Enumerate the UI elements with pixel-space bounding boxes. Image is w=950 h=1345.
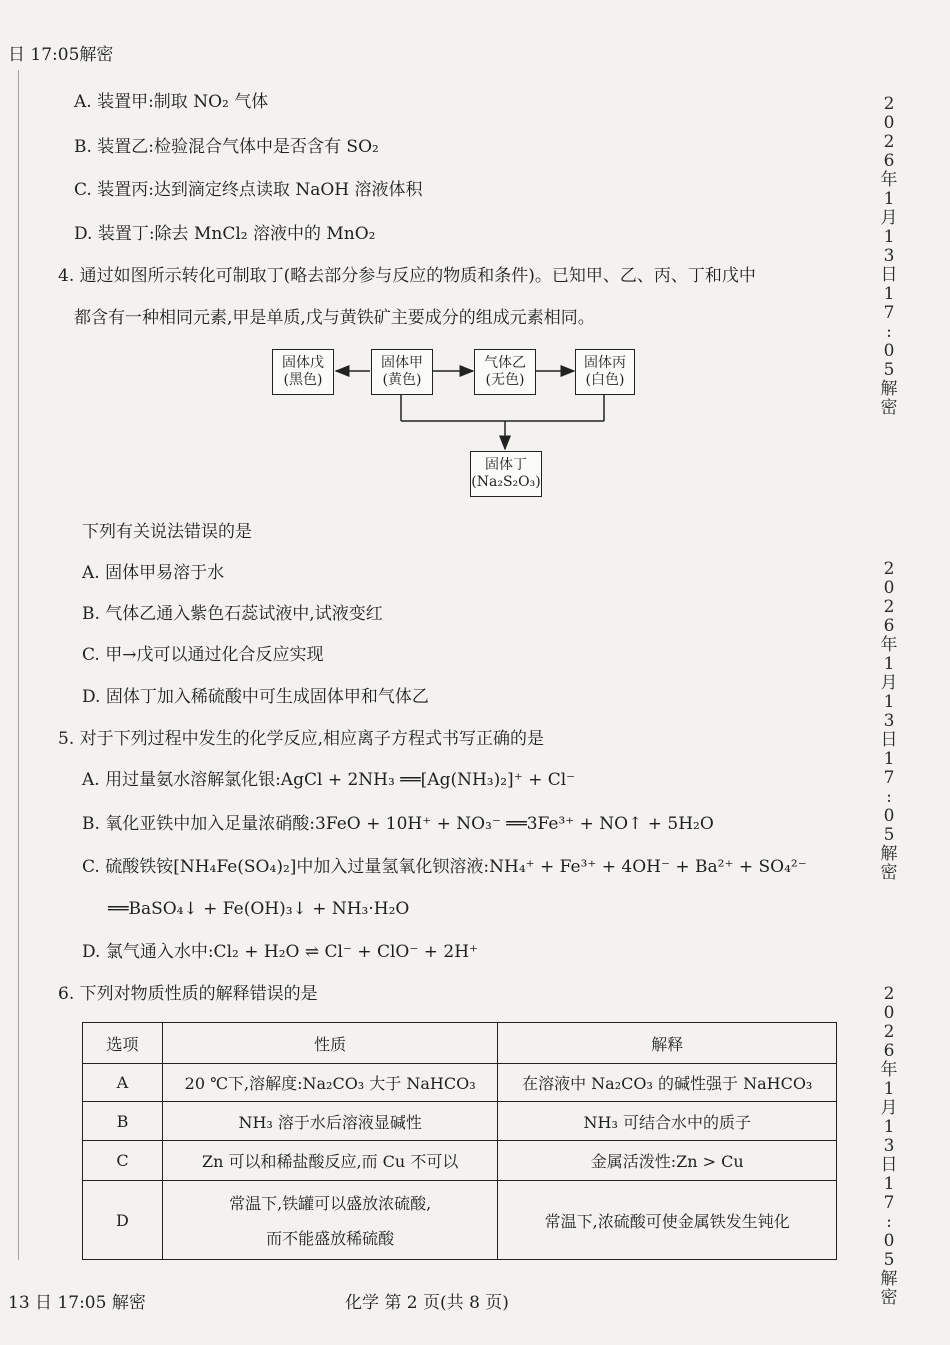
q5-option-b: B. 氧化亚铁中加入足量浓硝酸:3FeO + 10H⁺ + NO₃⁻ ══3Fe³⁺ + NO↑ + 5H₂O xyxy=(82,814,714,834)
stamp-char: 7 xyxy=(883,1193,895,1213)
right-margin-stamp-2 xyxy=(876,560,902,883)
stamp-char: 5 xyxy=(883,825,895,845)
row-d-option: D xyxy=(83,1181,163,1260)
stamp-char: 1 xyxy=(883,692,895,712)
right-margin-stamp-3 xyxy=(876,985,902,1308)
box-solid-wu xyxy=(272,349,334,395)
box-jia-name: 固体甲 xyxy=(381,355,423,371)
q4-option-a: A. 固体甲易溶于水 xyxy=(82,563,225,583)
stamp-char: 1 xyxy=(883,654,895,674)
row-d-property xyxy=(162,1181,498,1260)
stamp-char: 1 xyxy=(883,284,895,304)
stamp-char: 0 xyxy=(883,1003,895,1023)
row-c-property: Zn 可以和稀盐酸反应,而 Cu 不可以 xyxy=(162,1141,498,1181)
stamp-char: 5 xyxy=(883,360,895,380)
q3-option-d: D. 装置丁:除去 MnCl₂ 溶液中的 MnO₂ xyxy=(74,224,376,244)
row-a-option: A xyxy=(83,1064,163,1102)
stamp-char: 2 xyxy=(883,559,895,579)
q4-stem-line1: 4. 通过如图所示转化可制取丁(略去部分参与反应的物质和条件)。已知甲、乙、丙、丁和戊中 xyxy=(58,266,756,286)
row-b-property: NH₃ 溶于水后溶液显碱性 xyxy=(162,1102,498,1141)
stamp-char: 1 xyxy=(883,189,895,209)
stamp-char: 年 xyxy=(880,170,898,190)
stamp-char: 解 xyxy=(880,379,898,399)
stamp-char: 3 xyxy=(883,246,895,266)
row-c-explanation: 金属活泼性:Zn > Cu xyxy=(498,1141,837,1181)
stamp-char: 日 xyxy=(880,265,898,285)
table-row xyxy=(83,1181,837,1260)
stamp-char: : xyxy=(886,787,892,807)
q3-option-b: B. 装置乙:检验混合气体中是否含有 SO₂ xyxy=(74,137,379,157)
stamp-char: 0 xyxy=(883,806,895,826)
stamp-char: 月 xyxy=(880,208,898,228)
stamp-char: 密 xyxy=(880,1288,898,1308)
stamp-char: 年 xyxy=(880,1060,898,1080)
stamp-char: 月 xyxy=(880,1098,898,1118)
stamp-char: 月 xyxy=(880,673,898,693)
box-yi-color: (无色) xyxy=(485,372,525,388)
stamp-char: 1 xyxy=(883,1117,895,1137)
footer-stamp: 13 日 17:05 解密 xyxy=(8,1293,146,1313)
stamp-char: 6 xyxy=(883,151,895,171)
stamp-char: 2 xyxy=(883,94,895,114)
q4-option-c: C. 甲→戊可以通过化合反应实现 xyxy=(82,645,324,665)
stamp-char: 7 xyxy=(883,303,895,323)
table-row xyxy=(83,1141,837,1181)
box-yi-name: 气体乙 xyxy=(484,355,526,371)
stamp-char: 密 xyxy=(880,398,898,418)
stamp-char: 2 xyxy=(883,1022,895,1042)
row-d-explanation: 常温下,浓硫酸可使金属铁发生钝化 xyxy=(498,1181,837,1260)
stamp-char: : xyxy=(886,1212,892,1232)
box-solid-bing xyxy=(575,349,635,395)
stamp-char: 2 xyxy=(883,984,895,1004)
q4-prompt: 下列有关说法错误的是 xyxy=(82,522,252,542)
stamp-char: 1 xyxy=(883,1079,895,1099)
row-b-explanation: NH₃ 可结合水中的质子 xyxy=(498,1102,837,1141)
box-wu-name: 固体戊 xyxy=(282,355,324,371)
stamp-char: : xyxy=(886,322,892,342)
row-a-property: 20 ℃下,溶解度:Na₂CO₃ 大于 NaHCO₃ xyxy=(162,1064,498,1102)
row-b-option: B xyxy=(83,1102,163,1141)
box-jia-color: (黄色) xyxy=(382,372,422,388)
stamp-char: 5 xyxy=(883,1250,895,1270)
box-bing-name: 固体丙 xyxy=(584,355,626,371)
stamp-char: 3 xyxy=(883,1136,895,1156)
row-d-property-line1: 常温下,铁罐可以盛放浓硫酸, xyxy=(229,1194,432,1213)
row-d-property-line2: 而不能盛放稀硫酸 xyxy=(266,1229,395,1248)
stamp-char: 7 xyxy=(883,768,895,788)
stamp-char: 0 xyxy=(883,578,895,598)
box-solid-ding xyxy=(470,451,542,497)
stamp-char: 6 xyxy=(883,616,895,636)
box-wu-color: (黑色) xyxy=(283,372,323,388)
q5-option-c-continued: ══BaSO₄↓ + Fe(OH)₃↓ + NH₃·H₂O xyxy=(108,899,410,919)
stamp-char: 解 xyxy=(880,1269,898,1289)
q6-table xyxy=(82,1022,837,1260)
box-gas-yi xyxy=(474,349,536,395)
q3-option-a: A. 装置甲:制取 NO₂ 气体 xyxy=(74,92,269,112)
box-ding-name: 固体丁 xyxy=(485,457,527,473)
q5-option-a: A. 用过量氨水溶解氯化银:AgCl + 2NH₃ ══[Ag(NH₃)₂]⁺ + Cl⁻ xyxy=(82,770,576,790)
stamp-char: 日 xyxy=(880,1155,898,1175)
q4-option-b: B. 气体乙通入紫色石蕊试液中,试液变红 xyxy=(82,604,383,624)
q3-option-c: C. 装置丙:达到滴定终点读取 NaOH 溶液体积 xyxy=(74,180,423,200)
q5-stem: 5. 对于下列过程中发生的化学反应,相应离子方程式书写正确的是 xyxy=(58,729,545,749)
table-header-row xyxy=(83,1023,837,1064)
q5-option-d: D. 氯气通入水中:Cl₂ + H₂O ⇌ Cl⁻ + ClO⁻ + 2H⁺ xyxy=(82,942,478,962)
q4-option-d: D. 固体丁加入稀硫酸中可生成固体甲和气体乙 xyxy=(82,687,429,707)
stamp-char: 2 xyxy=(883,597,895,617)
q5-option-c: C. 硫酸铁铵[NH₄Fe(SO₄)₂]中加入过量氢氧化钡溶液:NH₄⁺ + Fe³⁺ + 4OH⁻ + Ba²⁺ + SO₄²⁻ xyxy=(82,857,807,877)
q4-stem-line2: 都含有一种相同元素,甲是单质,戊与黄铁矿主要成分的组成元素相同。 xyxy=(74,308,595,328)
stamp-char: 密 xyxy=(880,863,898,883)
header-explanation: 解释 xyxy=(498,1023,837,1064)
stamp-char: 0 xyxy=(883,113,895,133)
stamp-char: 1 xyxy=(883,227,895,247)
table-row xyxy=(83,1102,837,1141)
table-row xyxy=(83,1064,837,1102)
stamp-char: 1 xyxy=(883,749,895,769)
q6-stem: 6. 下列对物质性质的解释错误的是 xyxy=(58,984,318,1004)
stamp-char: 3 xyxy=(883,711,895,731)
stamp-char: 6 xyxy=(883,1041,895,1061)
header-property: 性质 xyxy=(162,1023,498,1064)
box-ding-formula: (Na₂S₂O₃) xyxy=(471,474,541,490)
stamp-char: 年 xyxy=(880,635,898,655)
right-margin-stamp-1 xyxy=(876,95,902,418)
stamp-char: 0 xyxy=(883,341,895,361)
stamp-char: 0 xyxy=(883,1231,895,1251)
footer-page-number: 化学 第 2 页(共 8 页) xyxy=(345,1293,509,1313)
box-solid-jia xyxy=(371,349,433,395)
stamp-char: 解 xyxy=(880,844,898,864)
header-stamp: 日 17:05解密 xyxy=(8,45,114,65)
stamp-char: 1 xyxy=(883,1174,895,1194)
stamp-char: 2 xyxy=(883,132,895,152)
row-a-explanation: 在溶液中 Na₂CO₃ 的碱性强于 NaHCO₃ xyxy=(498,1064,837,1102)
box-bing-color: (白色) xyxy=(585,372,625,388)
stamp-char: 日 xyxy=(880,730,898,750)
row-c-option: C xyxy=(83,1141,163,1181)
header-option: 选项 xyxy=(83,1023,163,1064)
